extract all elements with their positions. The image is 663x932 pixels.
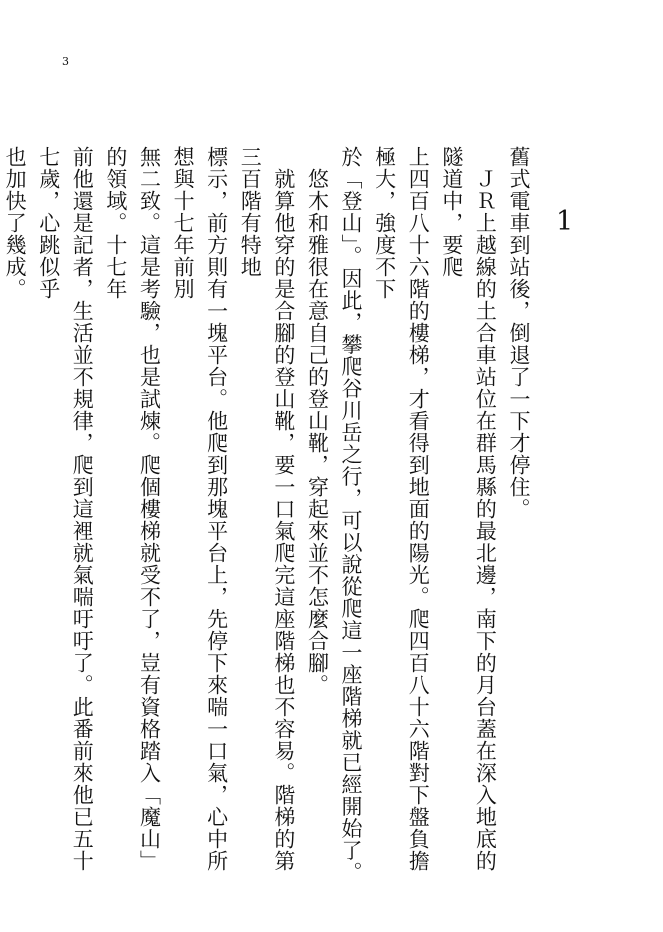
text-line: 於「登山」。因此，攀爬谷川岳之行，可以說從爬這一座階梯就已經開始了。 <box>339 146 364 884</box>
text-line: 舊式電車到站後，倒退了一下才停住。 <box>507 146 531 520</box>
text-line: 上四百八十六階的樓梯，才看得到地面的陽光。爬四百八十六階對下盤負擔極大，強度不下 <box>372 146 431 872</box>
text-line: 無二致。這是考驗，也是試煉。爬個樓梯就受不了，豈有資格踏入「魔山」的領域。十七年 <box>103 146 162 872</box>
text-line: 就算他穿的是合腳的登山靴，要一口氣爬完這座階梯也不容易。階梯的第三百階有特地 <box>238 146 296 872</box>
chapter-number: 1 <box>556 206 574 237</box>
text-line: ＪＲ上越線的土合車站位在群馬縣的最北邊，南下的月台蓋在深入地底的隧道中，要爬 <box>439 146 498 872</box>
text-line: 悠木和雅很在意自己的登山靴，穿起來並不怎麼合腳。 <box>305 146 330 696</box>
text-line: 標示，前方則有一塊平台。他爬到那塊平台上，先停下來喘一口氣，心中所想與十七年前別 <box>171 146 229 872</box>
page-number: 3 <box>62 55 69 68</box>
body-text <box>0 146 535 886</box>
text-line: 也加快了幾成。 <box>3 146 28 300</box>
text-line: 前他還是記者，生活並不規律，爬到這裡就氣喘吁吁了。此番前來他已五十七歲，心跳似乎 <box>36 146 95 872</box>
